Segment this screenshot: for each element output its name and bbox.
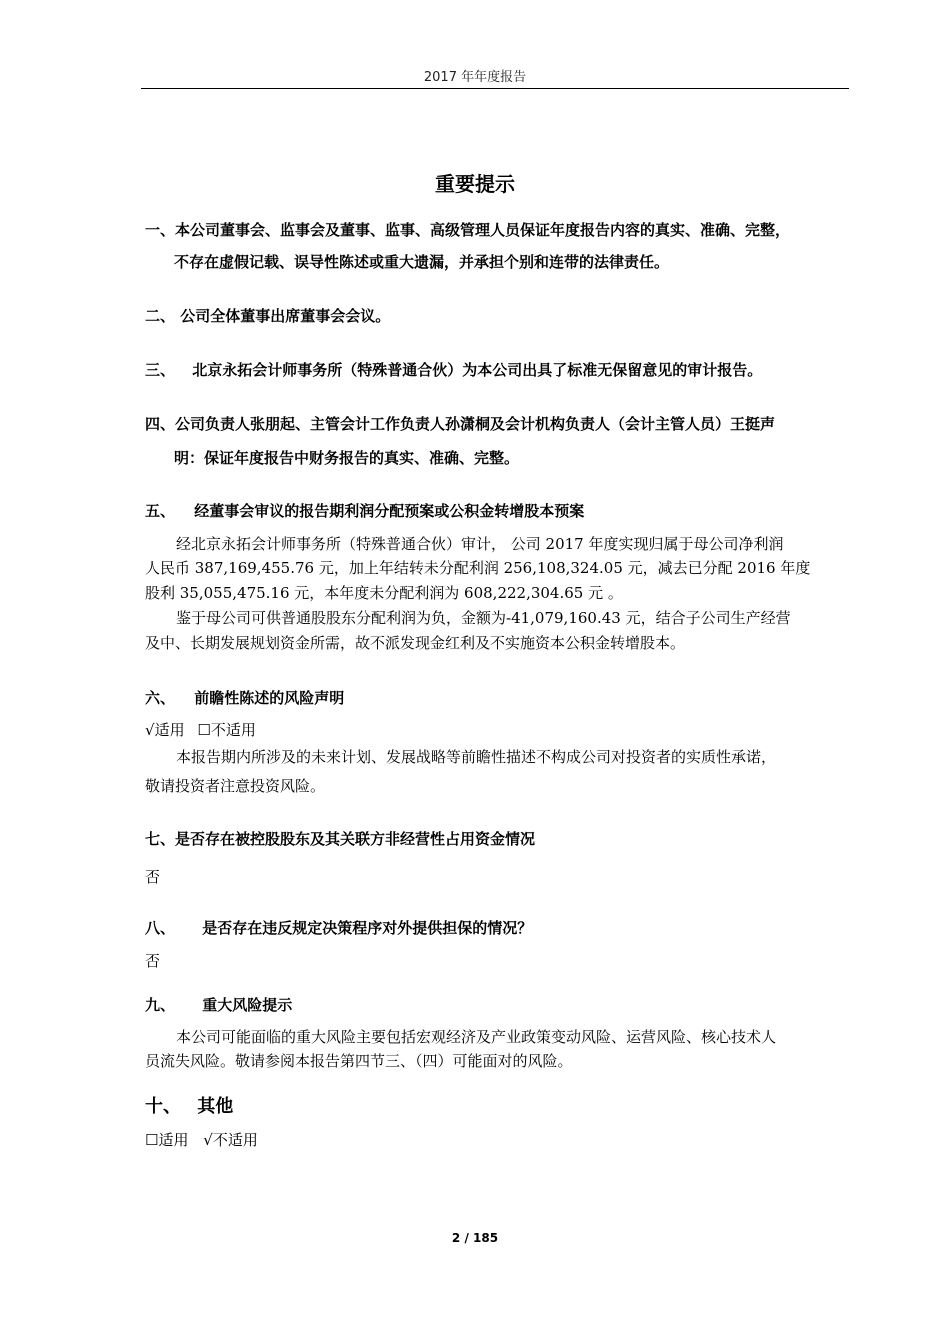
section-5-label: 五、 xyxy=(145,502,176,520)
unchecked-box-icon: ☐ xyxy=(197,721,211,739)
section-10-label: 十、 xyxy=(145,1096,181,1117)
page-title: 重要提示 xyxy=(435,172,515,196)
section-6-label: 六、 xyxy=(145,689,176,707)
section-5-p1-line-1: 经北京永拓会计师事务所（特殊普通合伙）审计， 公司 2017 年度实现归属于母公司净利润 xyxy=(176,535,784,553)
section-9-heading xyxy=(145,994,292,1015)
section-9-title: 重大风险提示 xyxy=(202,996,293,1014)
page-number: 2 / 185 xyxy=(451,1231,499,1245)
section-6-p-line-1: 本报告期内所涉及的未来计划、发展战略等前瞻性描述不构成公司对投资者的实质性承诺， xyxy=(176,748,777,766)
section-8-answer: 否 xyxy=(145,952,161,970)
section-3 xyxy=(145,359,762,380)
section-5-p2-line-2: 及中、长期发展规划资金所需，故不派发现金红利及不实施资本公积金转增股本。 xyxy=(145,634,686,652)
not-applicable-option: 不适用 xyxy=(210,721,256,739)
section-3-label: 三、 xyxy=(145,361,176,379)
section-9-label: 九、 xyxy=(145,996,176,1014)
not-applicable-option: 不适用 xyxy=(212,1131,258,1149)
section-9-p-line-2: 员流失风险。敬请参阅本报告第四节三、（四）可能面对的风险。 xyxy=(145,1052,573,1070)
section-10-heading xyxy=(145,1092,233,1118)
section-9-p-line-1: 本公司可能面临的重大风险主要包括宏观经济及产业政策变动风险、运营风险、核心技术人 xyxy=(176,1028,777,1046)
section-4-line-2: 明：保证年度报告中财务报告的真实、准确、完整。 xyxy=(174,449,520,467)
section-4-line-1: 四、公司负责人张朋起、主管会计工作负责人孙潇桐及会计机构负责人（会计主管人员）王挺声 xyxy=(145,415,776,433)
section-7-title: 七、是否存在被控股股东及其关联方非经营性占用资金情况 xyxy=(145,830,536,848)
section-8-heading xyxy=(145,917,532,938)
section-1-line-1: 一、本公司董事会、监事会及董事、监事、高级管理人员保证年度报告内容的真实、准确、完整， xyxy=(145,221,791,239)
checked-mark-icon: √ xyxy=(145,721,155,739)
section-5-p1-line-3: 股利 35,055,475.16 元，本年度未分配利润为 608,222,304.65 元 。 xyxy=(145,584,623,602)
applicable-option: 适用 xyxy=(154,721,185,739)
section-1-line-2: 不存在虚假记载、误导性陈述或重大遗漏，并承担个别和连带的法律责任。 xyxy=(174,253,670,271)
running-header: 2017 年年度报告 xyxy=(423,70,527,85)
section-10-title: 其他 xyxy=(197,1096,234,1117)
section-7-answer: 否 xyxy=(145,868,161,886)
section-5-p2-line-1: 鉴于母公司可供普通股股东分配利润为负，金额为-41,079,160.43 元，结合子公司生产经营 xyxy=(176,609,791,627)
section-2-text: 二、 公司全体董事出席董事会会议。 xyxy=(145,307,391,325)
section-5-heading xyxy=(145,500,584,521)
unchecked-box-icon: ☐ xyxy=(145,1131,159,1149)
section-5-p1-line-2: 人民币 387,169,455.76 元，加上年结转未分配利润 256,108,324.05 元，减去已分配 2016 年度 xyxy=(145,559,811,577)
section-6-p-line-2: 敬请投资者注意投资风险。 xyxy=(145,777,326,795)
section-10-options xyxy=(145,1129,258,1150)
checked-mark-icon: √ xyxy=(203,1131,213,1149)
header-divider xyxy=(141,88,849,89)
section-8-label: 八、 xyxy=(145,919,176,937)
section-3-text: 北京永拓会计师事务所（特殊普通合伙）为本公司出具了标准无保留意见的审计报告。 xyxy=(192,361,763,379)
section-5-title: 经董事会审议的报告期利润分配预案或公积金转增股本预案 xyxy=(194,502,585,520)
section-8-title: 是否存在违反规定决策程序对外提供担保的情况？ xyxy=(202,919,533,937)
section-6-title: 前瞻性陈述的风险声明 xyxy=(194,689,345,707)
section-6-heading xyxy=(145,687,344,708)
section-6-options xyxy=(145,719,256,740)
applicable-option: 适用 xyxy=(158,1131,189,1149)
